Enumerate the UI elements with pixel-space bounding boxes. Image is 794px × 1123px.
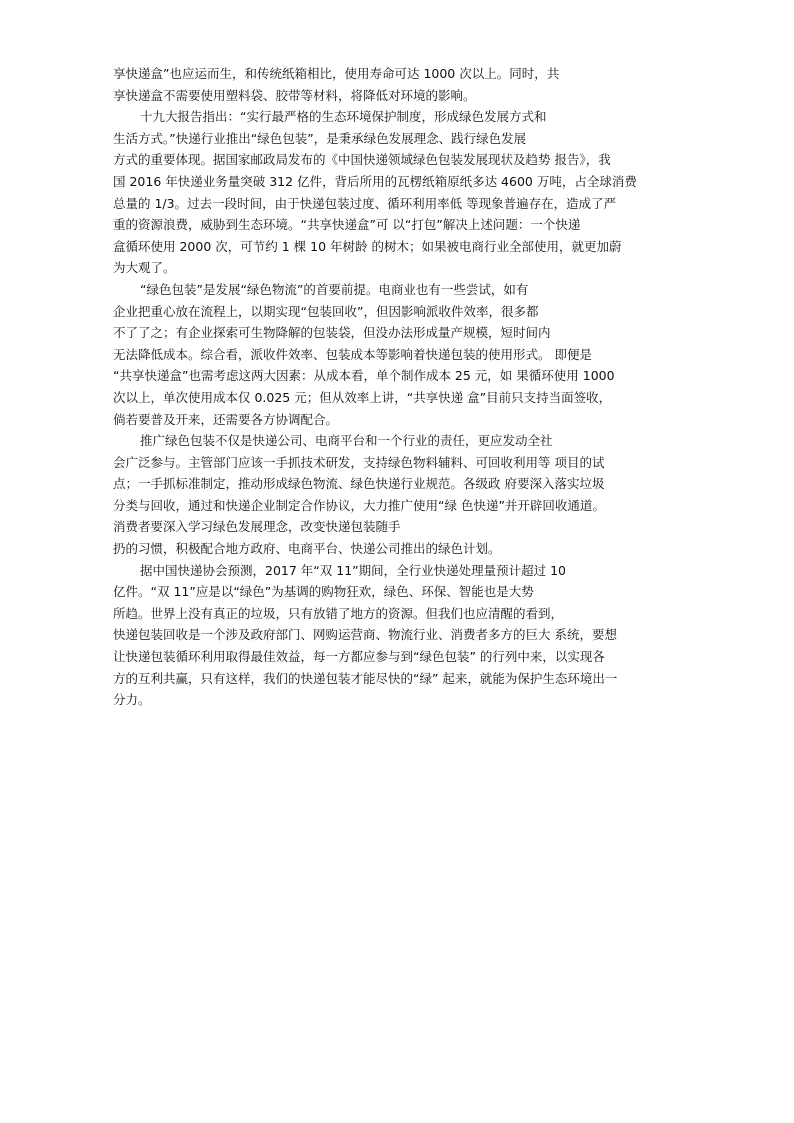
- text-line: 盒循环使用 2000 次，可节约 1 棵 10 年树龄 的树木；如果被电商行业全部使用，就更加蔚: [113, 238, 622, 254]
- text-line: 会广泛参与。主管部门应该一手抓技术研发，支持绿色物料辅料、可回收利用等 项目的试: [113, 454, 605, 470]
- paragraph-first-line: 推广绿色包装不仅是快递公司、电商平台和一个行业的责任，更应发动全社: [140, 433, 553, 449]
- text-line: 无法降低成本。综合看，派收件效率、包装成本等影响着快递包装的使用形式。 即便是: [113, 346, 592, 362]
- text-line: 扔的习惯，积极配合地方政府、电商平台、快递公司推出的绿色计划。: [113, 541, 501, 557]
- text-line: 企业把重心放在流程上，以期实现“包装回收”，但因影响派收件效率，很多都: [113, 303, 539, 319]
- text-line: 享快递盒不需要使用塑料袋、胶带等材料，将降低对环境的影响。: [113, 87, 476, 103]
- paragraph-first-line: 十九大报告指出：“实行最严格的生态环境保护制度，形成绿色发展方式和: [140, 109, 547, 125]
- paragraph-first-line: 据中国快递协会预测，2017 年“双 11”期间，全行业快递处理量预计超过 10: [140, 562, 566, 578]
- text-line: 倘若要普及开来，还需要各方协调配合。: [113, 411, 339, 427]
- text-line: “共享快递盒”也需考虑这两大因素：从成本看，单个制作成本 25 元，如 果循环使用 1000: [113, 368, 615, 384]
- text-line: 总量的 1/3。过去一段时间，由于快递包装过度、循环利用率低 等现象普遍存在，造成了严: [113, 195, 617, 211]
- text-line: 消费者要深入学习绿色发展理念，改变快递包装随手: [113, 519, 401, 535]
- text-line: 分力。: [113, 692, 151, 708]
- text-line: 生活方式。”快递行业推出“绿色包装”，是秉承绿色发展理念、践行绿色发展: [113, 130, 527, 146]
- text-line: 方式的重要体现。据国家邮政局发布的《中国快递领域绿色包装发展现状及趋势 报告》，我: [113, 152, 611, 168]
- text-line: 分类与回收，通过和快递企业制定合作协议，大力推广使用“绿 色快递”并开辟回收通道。: [113, 497, 605, 513]
- text-line: 为大观了。: [113, 260, 176, 276]
- text-line: 次以上，单次使用成本仅 0.025 元；但从效率上讲，“共享快递 盒”目前只支持当面签收，: [113, 389, 612, 405]
- text-line: 所趋。世界上没有真正的垃圾，只有放错了地方的资源。但我们也应清醒的看到，: [113, 605, 564, 621]
- text-line: 点；一手抓标准制定，推动形成绿色物流、绿色快递行业规范。各级政 府要深入落实垃圾: [113, 476, 605, 492]
- text-line: 快递包装回收是一个涉及政府部门、网购运营商、物流行业、消费者多方的巨大 系统，要想: [113, 627, 617, 643]
- text-line: 享快递盒”也应运而生，和传统纸箱相比，使用寿命可达 1000 次以上。同时，共: [113, 66, 560, 81]
- text-line: 方的互利共赢，只有这样，我们的快递包装才能尽快的“绿” 起来，就能为保护生态环境出一: [113, 670, 618, 686]
- document-body: [113, 63, 691, 711]
- text-line: 让快递包装循环利用取得最佳效益，每一方都应参与到“绿色包装” 的行列中来，以实现各: [113, 649, 605, 665]
- text-line: 亿件。“双 11”应是以“绿色”为基调的购物狂欢，绿色、环保、智能也是大势: [113, 584, 534, 600]
- paragraph-first-line: “绿色包装”是发展“绿色物流”的首要前提。电商业也有一些尝试，如有: [140, 281, 529, 297]
- text-line: 国 2016 年快递业务量突破 312 亿件，背后所用的瓦楞纸箱原纸多达 4600 万吨，占全球消费: [113, 173, 637, 189]
- text-line: 重的资源浪费，威胁到生态环境。“共享快递盒”可 以“打包”解决上述问题：一个快递: [113, 217, 581, 233]
- text-line: 不了了之；有企业探索可生物降解的包装袋，但没办法形成量产规模，短时间内: [113, 325, 551, 341]
